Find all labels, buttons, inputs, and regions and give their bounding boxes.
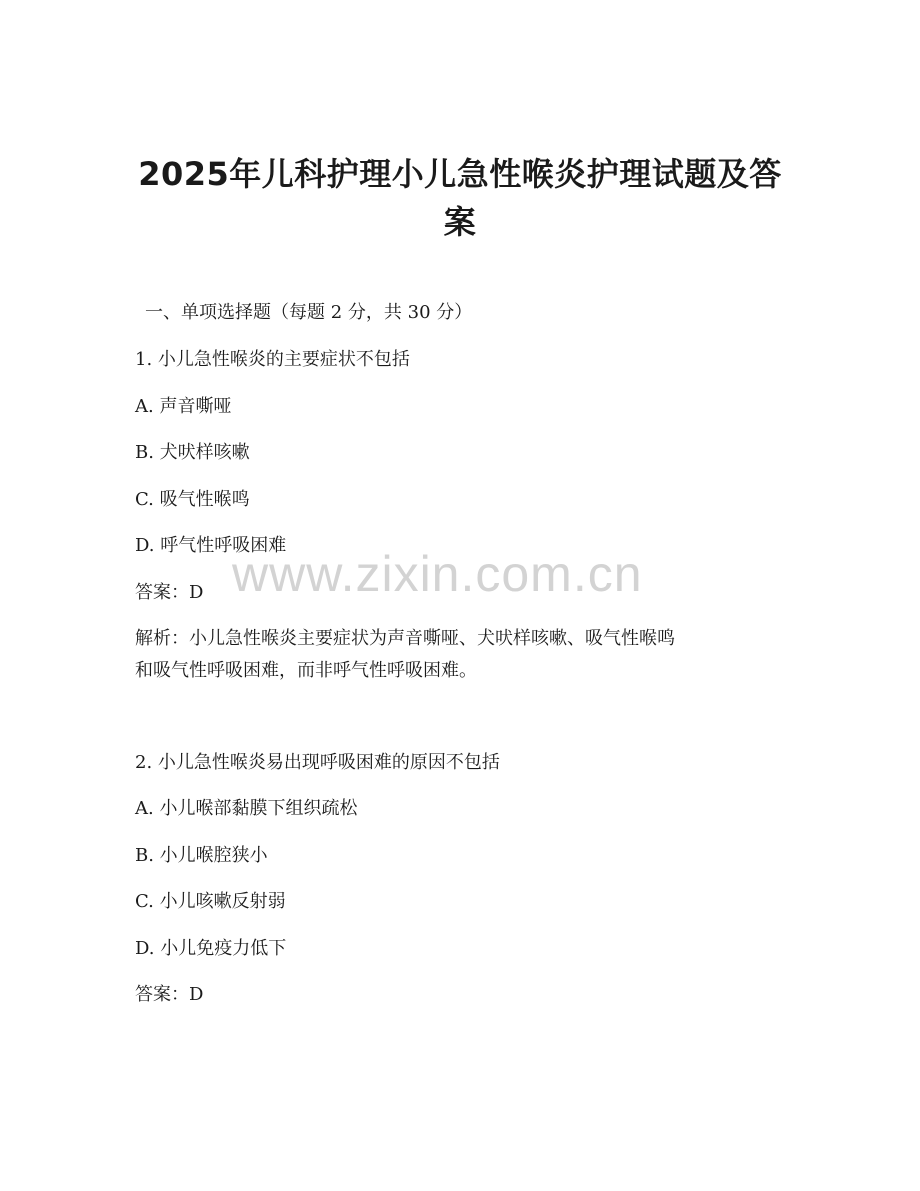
question-1-option-d: D. 呼气性呼吸困难 [135,535,287,556]
section-heading: 一、单项选择题（每题 2 分，共 30 分） [145,302,473,323]
document-title-line-1: 2025年儿科护理小儿急性喉炎护理试题及答 [138,155,782,193]
question-1-analysis-line-2: 和吸气性呼吸困难，而非呼气性呼吸困难。 [135,660,477,681]
question-2-option-c: C. 小儿咳嗽反射弱 [135,891,286,912]
question-2-stem: 2. 小儿急性喉炎易出现呼吸困难的原因不包括 [135,752,500,773]
question-2-answer: 答案：D [135,984,204,1005]
question-2-option-d: D. 小儿免疫力低下 [135,938,287,959]
document-title-line-2: 案 [443,203,477,241]
watermark: www.zixin.com.cn [232,546,643,602]
question-1-option-a: A. 声音嘶哑 [135,396,232,417]
question-1-option-c: C. 吸气性喉鸣 [135,489,250,510]
question-2-option-a: A. 小儿喉部黏膜下组织疏松 [135,798,358,819]
document-title [0,150,920,246]
question-1-analysis-line-1: 解析：小儿急性喉炎主要症状为声音嘶哑、犬吠样咳嗽、吸气性喉鸣 [135,628,675,649]
question-1-stem: 1. 小儿急性喉炎的主要症状不包括 [135,349,410,370]
question-2-option-b: B. 小儿喉腔狭小 [135,845,268,866]
question-1-answer: 答案：D [135,582,204,603]
question-1-option-b: B. 犬吠样咳嗽 [135,442,250,463]
